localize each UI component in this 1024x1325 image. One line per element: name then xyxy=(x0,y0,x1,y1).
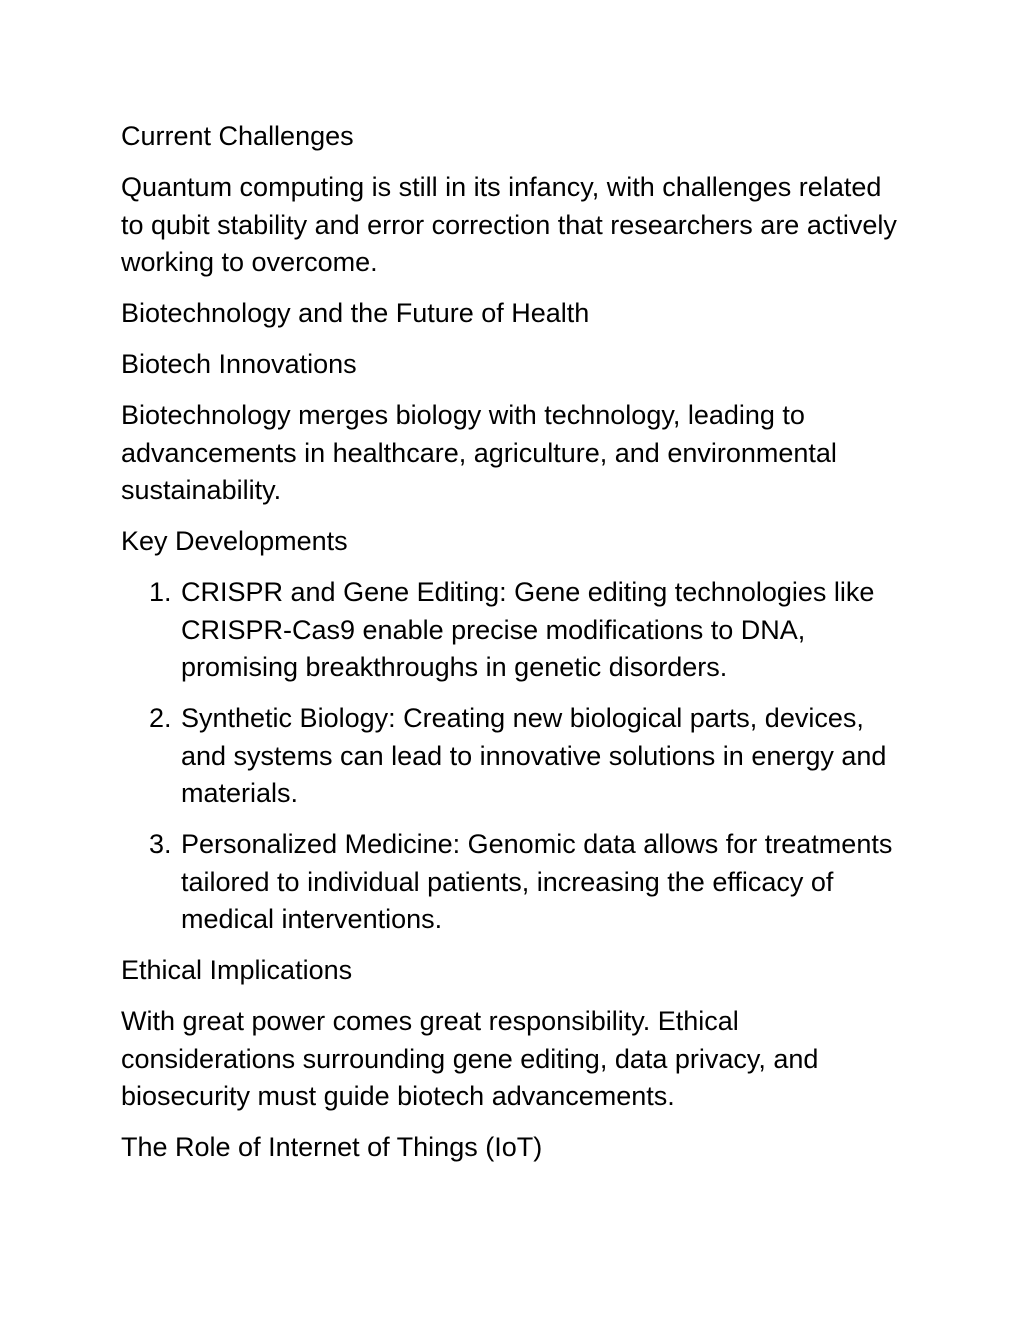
list-number: 2. xyxy=(149,703,172,733)
list-item-text: Personalized Medicine: Genomic data allows for treatments tailored to individual patients, increasing the efficacy of medical interventions. xyxy=(181,829,893,934)
paragraph: Quantum computing is still in its infancy, with challenges related to qubit stability and error correction that researchers are actively working to overcome. xyxy=(121,172,897,277)
list-item-text: CRISPR and Gene Editing: Gene editing technologies like CRISPR-Cas9 enable precise modifications to DNA, promising breakthroughs in genetic disorders. xyxy=(181,577,875,682)
list-item xyxy=(121,826,911,939)
list-item xyxy=(121,574,911,687)
paragraph: With great power comes great responsibility. Ethical considerations surrounding gene editing, data privacy, and biosecurity must guide biotech advancements. xyxy=(121,1006,819,1111)
section-heading: Key Developments xyxy=(121,526,348,556)
document-page xyxy=(121,118,911,1180)
section-heading: Biotech Innovations xyxy=(121,349,357,379)
list-item xyxy=(121,700,911,813)
section-heading: Ethical Implications xyxy=(121,955,353,985)
list-item-text: Synthetic Biology: Creating new biological parts, devices, and systems can lead to innovative solutions in energy and materials. xyxy=(181,703,887,808)
list-number: 3. xyxy=(149,829,172,859)
paragraph: Biotechnology merges biology with technology, leading to advancements in healthcare, agriculture, and environmental sustainability. xyxy=(121,400,837,505)
section-heading: Biotechnology and the Future of Health xyxy=(121,298,590,328)
section-heading: The Role of Internet of Things (IoT) xyxy=(121,1132,543,1162)
numbered-list xyxy=(121,574,911,939)
section-heading: Current Challenges xyxy=(121,121,354,151)
list-number: 1. xyxy=(149,577,172,607)
